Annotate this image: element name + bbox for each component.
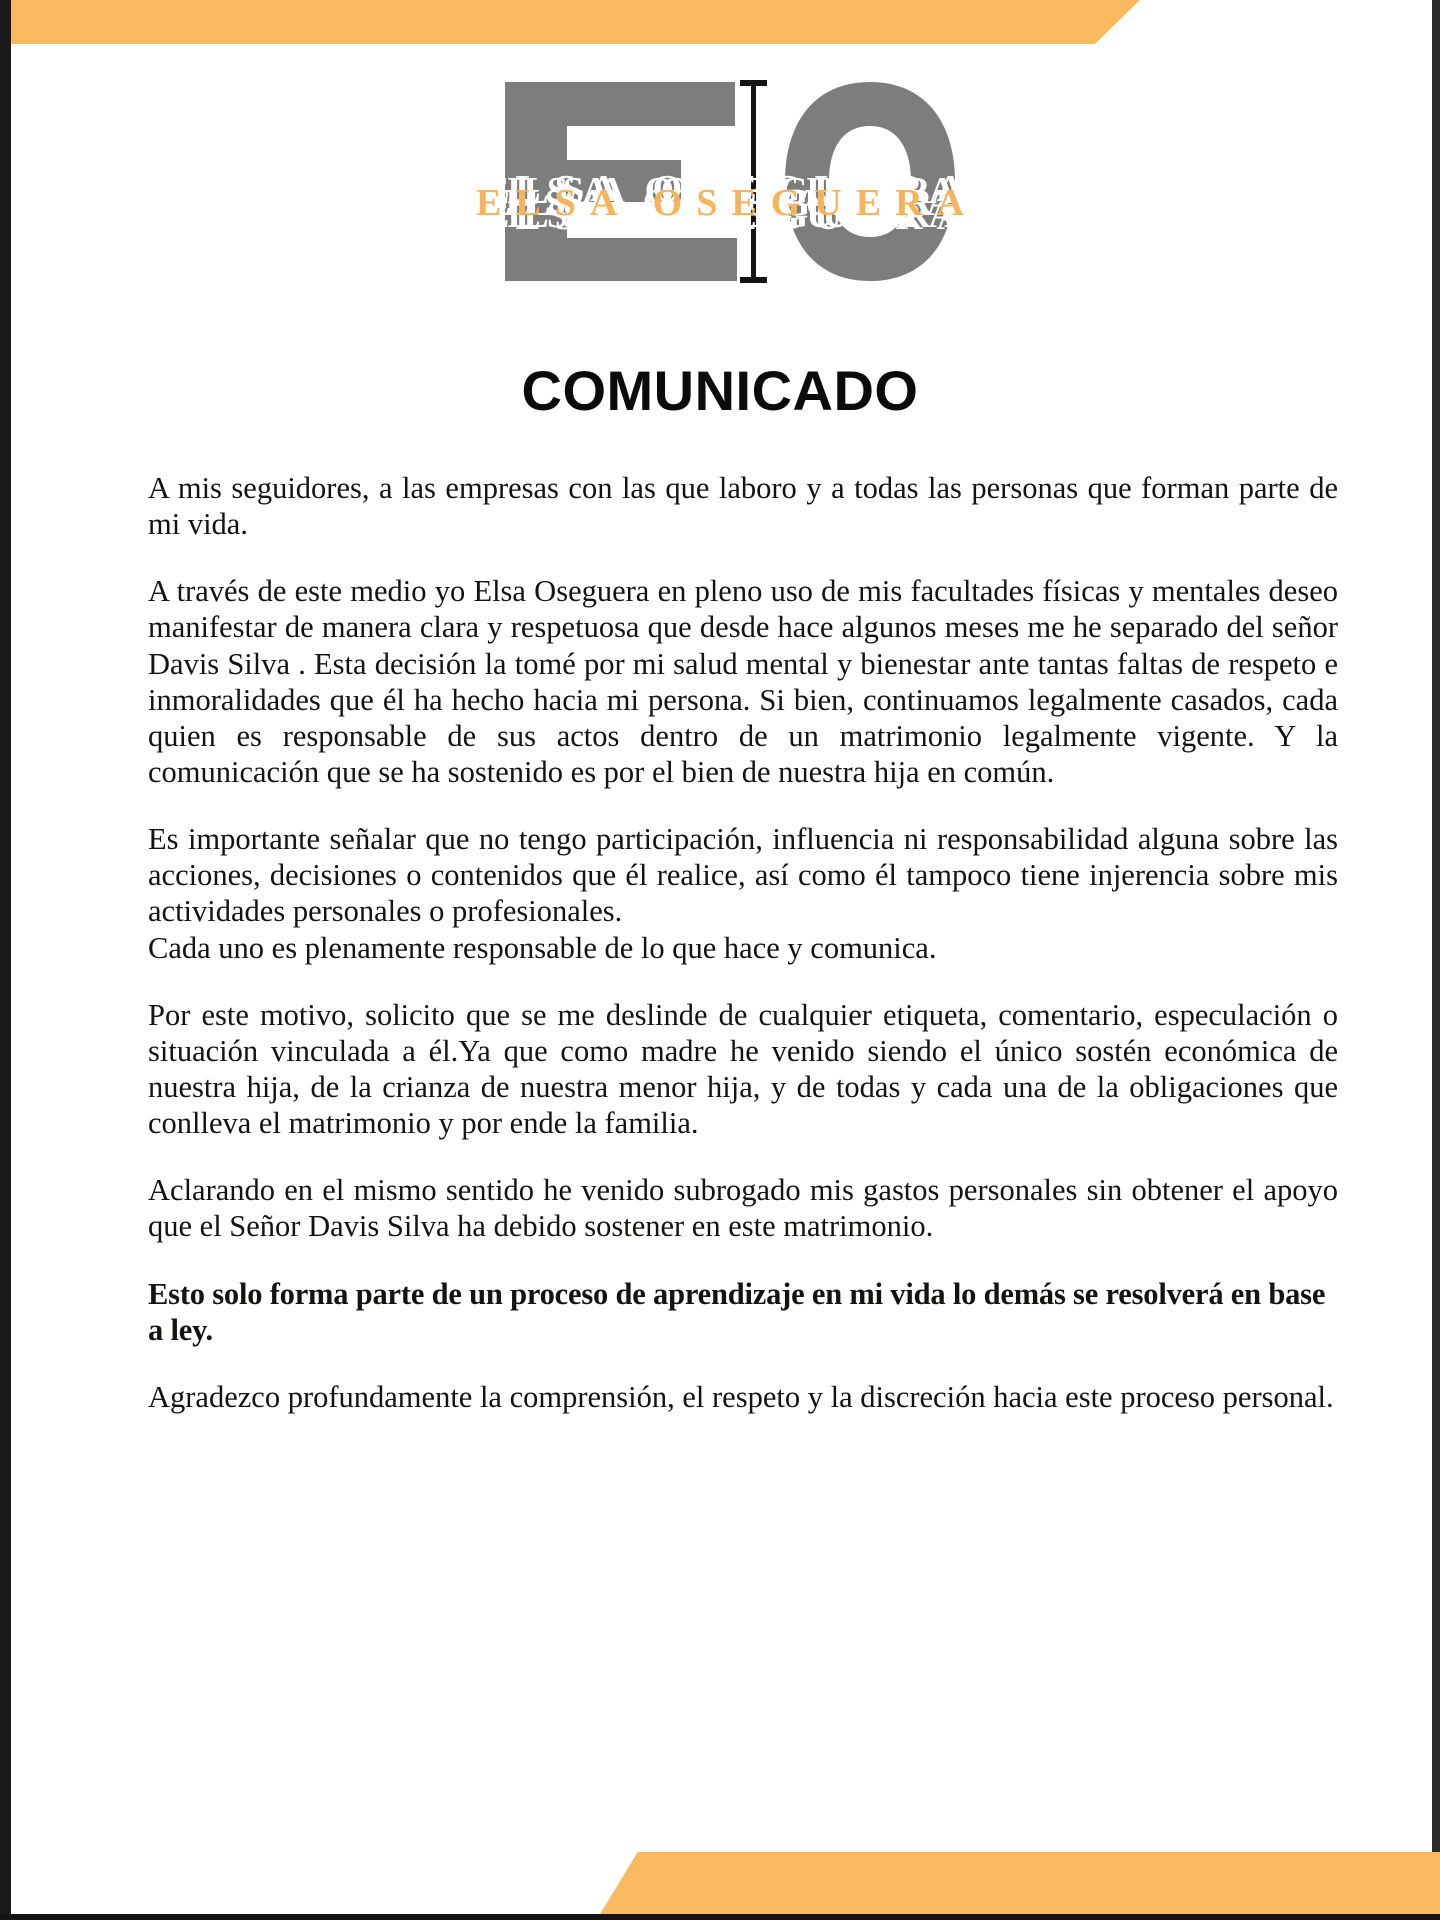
paragraph-3: Es importante señalar que no tengo participación, influencia ni responsabilidad alguna sobre las acciones, decisiones o contenidos que él realice, así como él tampoco tiene injerencia sobre mis actividades personales o profesionales. xyxy=(148,822,1338,929)
paragraph-2: A través de este medio yo Elsa Oseguera en pleno uso de mis facultades físicas y mentales deseo manifestar de manera clara y respetuosa que desde hace algunos meses me he separado del señor Davis Silva . Esta decisión la tomé por mi salud mental y bienestar ante tantas faltas de respeto e inmoralidades que él ha hecho hacia mi persona. Si bien, continuamos legalmente casados, cada quien es responsable de sus actos dentro de un matrimonio legalmente vigente. Y la comunicación que se ha sostenido es por el bien de nuestra hija en común. xyxy=(148,574,1338,789)
page-edge-bottom xyxy=(0,1914,1440,1920)
page-title: COMUNICADO xyxy=(521,359,919,422)
paragraph-1: A mis seguidores, a las empresas con las que laboro y a todas las personas que forman parte de mi vida. xyxy=(148,471,1338,542)
top-accent-bar xyxy=(11,0,1140,44)
paragraph-5: Por este motivo, solicito que se me deslinde de cualquier etiqueta, comentario, especulación o situación vinculada a él.Ya que como madre he venido siendo el único sostén económica de nuestra hija, de la crianza de nuestra menor hija, y de todas y cada una de la obligaciones que conlleva el matrimonio y por ende la familia. xyxy=(148,997,1338,1141)
brand-name xyxy=(0,184,1440,222)
comunicado-body xyxy=(148,470,1338,1415)
eo-monogram-icon xyxy=(0,66,1440,296)
paragraph-8: Agradezco profundamente la comprensión, el respeto y la discreción hacia este proceso personal. xyxy=(148,1379,1334,1414)
brand-name-text: ELSA OSEGUERA xyxy=(476,182,978,224)
paragraph-4: Cada uno es plenamente responsable de lo que hace y comunica. xyxy=(148,930,937,965)
paragraph-7-highlight: Esto solo forma parte de un proceso de aprendizaje en mi vida lo demás se resolverá en base a ley. xyxy=(148,1276,1326,1347)
brand-logo xyxy=(0,66,1440,296)
paragraph-6: Aclarando en el mismo sentido he venido subrogado mis gastos personales sin obtener el apoyo que el Señor Davis Silva ha debido sostener en este matrimonio. xyxy=(148,1173,1338,1244)
bottom-accent-bar xyxy=(600,1852,1440,1914)
